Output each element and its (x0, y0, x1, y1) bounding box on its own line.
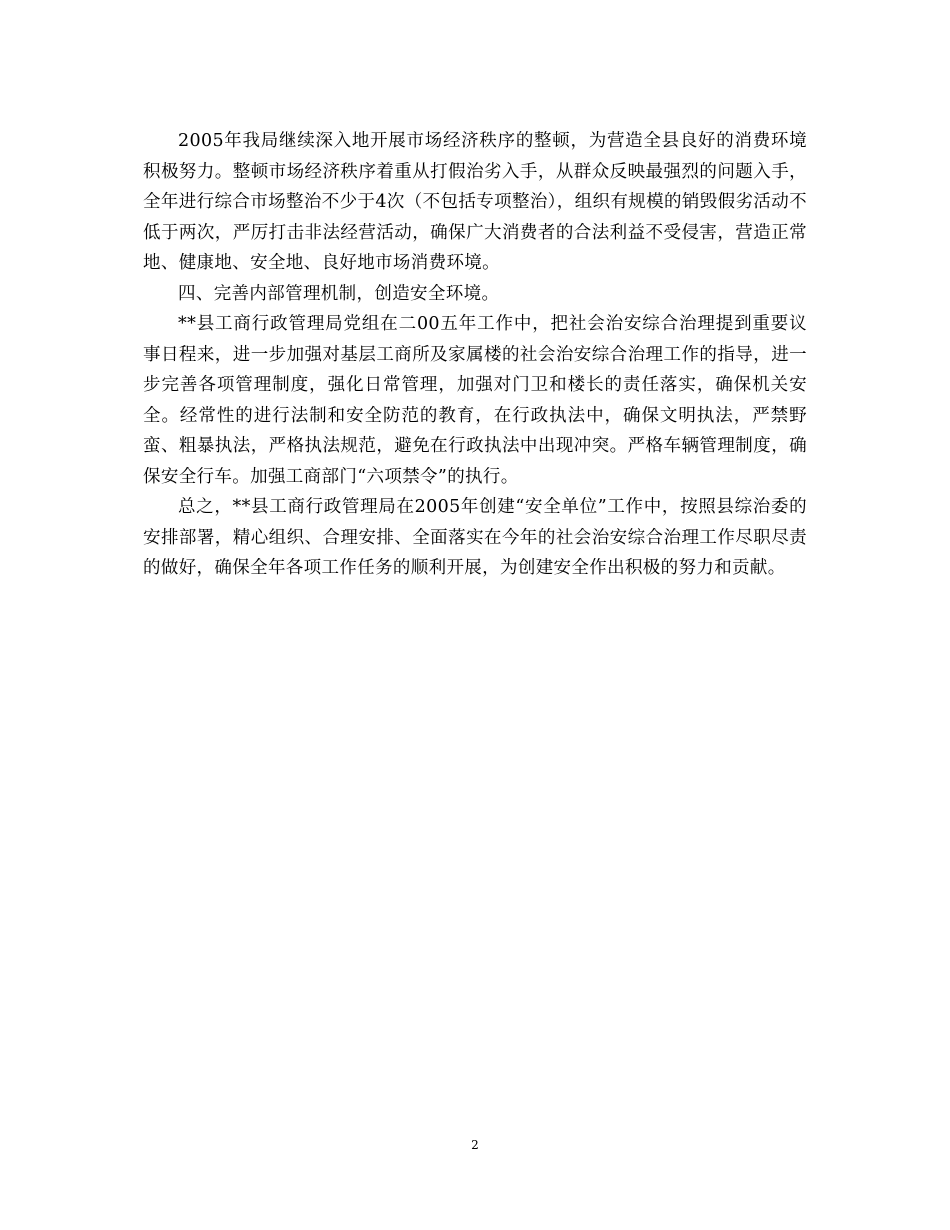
paragraph-party-group-work: **县工商行政管理局党组在二00五年工作中，把社会治安综合治理提到重要议事日程来，进一步加强对基层工商所及家属楼的社会治安综合治理工作的指导，进一步完善各项管理制度，强化日常管理，加强对门卫和楼长的责任落实，确保机关安全。经常性的进行法制和安全防范的教育，在行政执法中，确保文明执法，严禁野蛮、粗暴执法，严格执法规范，避免在行政执法中出现冲突。严格车辆管理制度，确保安全行车。加强工商部门“六项禁令”的执行。 (143, 314, 807, 487)
section-heading-internal-management: 四、完善内部管理机制，创造安全环境。 (178, 283, 500, 304)
page-number: 2 (471, 1138, 479, 1152)
paragraph-summary: 总之，**县工商行政管理局在2005年创建“安全单位”工作中，按照县综治委的安排部署，精心组织、合理安排、全面落实在今年的社会治安综合治理工作尽职尽责的做好，确保全年各项工作任务的顺利开展，为创建安全作出积极的努力和贡献。 (143, 497, 807, 578)
paragraph-market-order: 2005年我局继续深入地开展市场经济秩序的整顿，为营造全县良好的消费环境积极努力。整顿市场经济秩序着重从打假治劣入手，从群众反映最强烈的问题入手，全年进行综合市场整治不少于4次（不包括专项整治），组织有规模的销毁假劣活动不低于两次，严厉打击非法经营活动，确保广大消费者的合法利益不受侵害，营造正常地、健康地、安全地、良好地市场消费环境。 (143, 131, 807, 273)
document-body (143, 126, 807, 584)
